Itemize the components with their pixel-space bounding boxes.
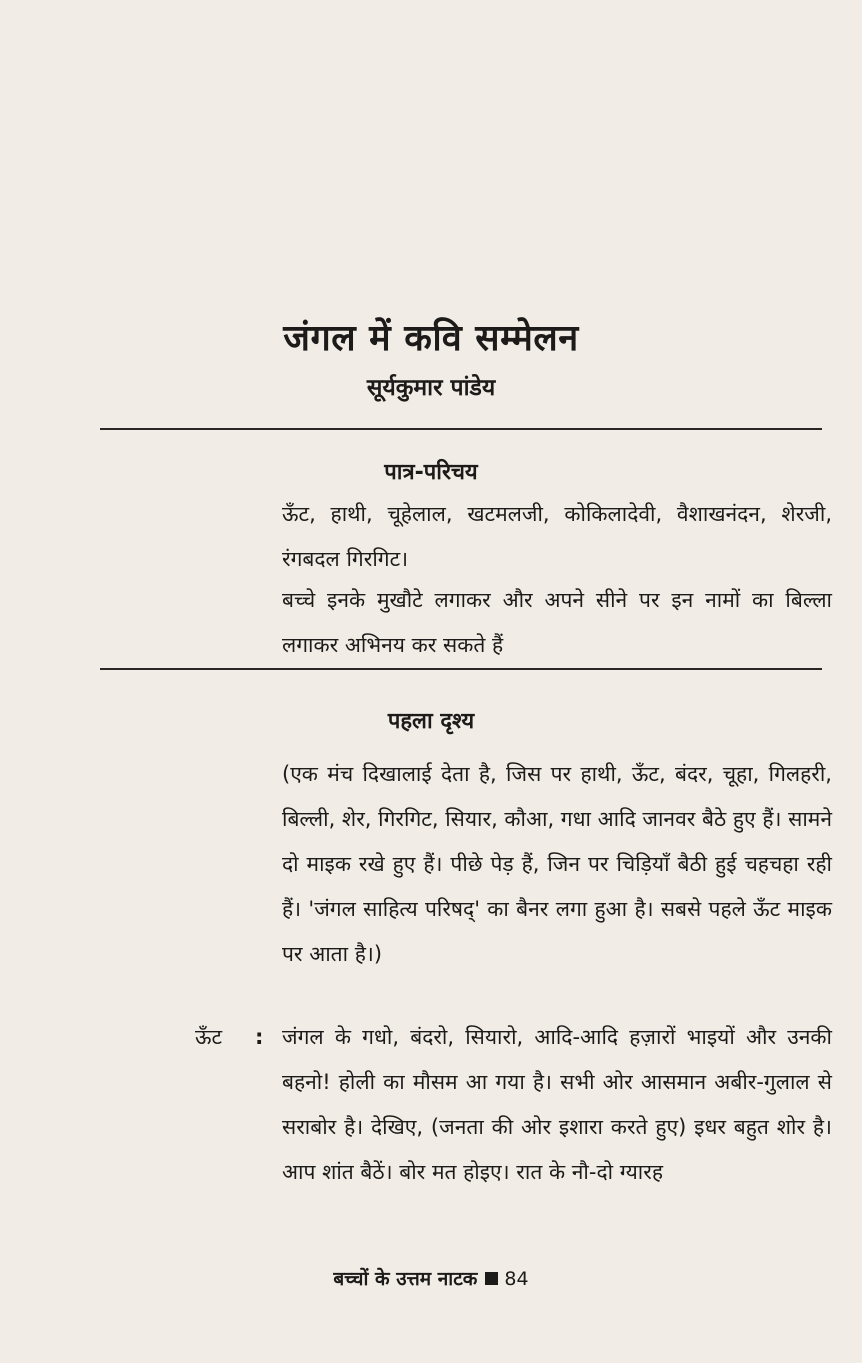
cast-list: ऊँट, हाथी, चूहेलाल, खटमलजी, कोकिलादेवी, वैशाखनंदन, शेरजी, रंगबदल गिरगिट। (282, 502, 832, 571)
speaker-name: ऊँट (195, 1025, 223, 1049)
cast-heading: पात्र-परिचय (384, 460, 478, 485)
divider-top (100, 428, 822, 430)
scene-heading: पहला दृश्य (387, 709, 475, 734)
page-footer (0, 1265, 862, 1291)
play-title: जंगल में कवि सम्मेलन (283, 318, 579, 359)
dialogue-text: जंगल के गधो, बंदरो, सियारो, आदि-आदि हज़ारों भाइयों और उनकी बहनो! होली का मौसम आ गया है। सभी ओर आसमान अबीर-गुलाल से सराबोर है। देखिए, (जनता की ओर इशारा करते हुए) इधर बहुत शोर है। आप शांत बैठें। बोर मत होइए। रात के नौ-दो ग्यारह (282, 1025, 832, 1184)
stage-direction: (एक मंच दिखालाई देता है, जिस पर हाथी, ऊँट, बंदर, चूहा, गिलहरी, बिल्ली, शेर, गिरगिट, सियार, कौआ, गधा आदि जानवर बैठे हुए हैं। सामने दो माइक रखे हुए हैं। पीछे पेड़ हैं, जिन पर चिड़ियाँ बैठी हुई चहचहा रही हैं। 'जंगल साहित्य परिषद्' का बैनर लगा हुआ है। सबसे पहले ऊँट माइक पर आता है।) (282, 762, 832, 966)
page-number: 84 (504, 1268, 529, 1290)
divider-bottom (100, 668, 822, 670)
square-bullet-icon (485, 1272, 498, 1285)
cast-note: बच्चे इनके मुखौटे लगाकर और अपने सीने पर इन नामों का बिल्ला लगाकर अभिनय कर सकते हैं (282, 588, 832, 657)
play-author: सूर्यकुमार पांडेय (366, 375, 496, 401)
speaker-separator: : (255, 1025, 264, 1049)
dialogue-speaker (195, 1015, 275, 1060)
footer-book-title: बच्चों के उत्तम नाटक (333, 1268, 478, 1290)
